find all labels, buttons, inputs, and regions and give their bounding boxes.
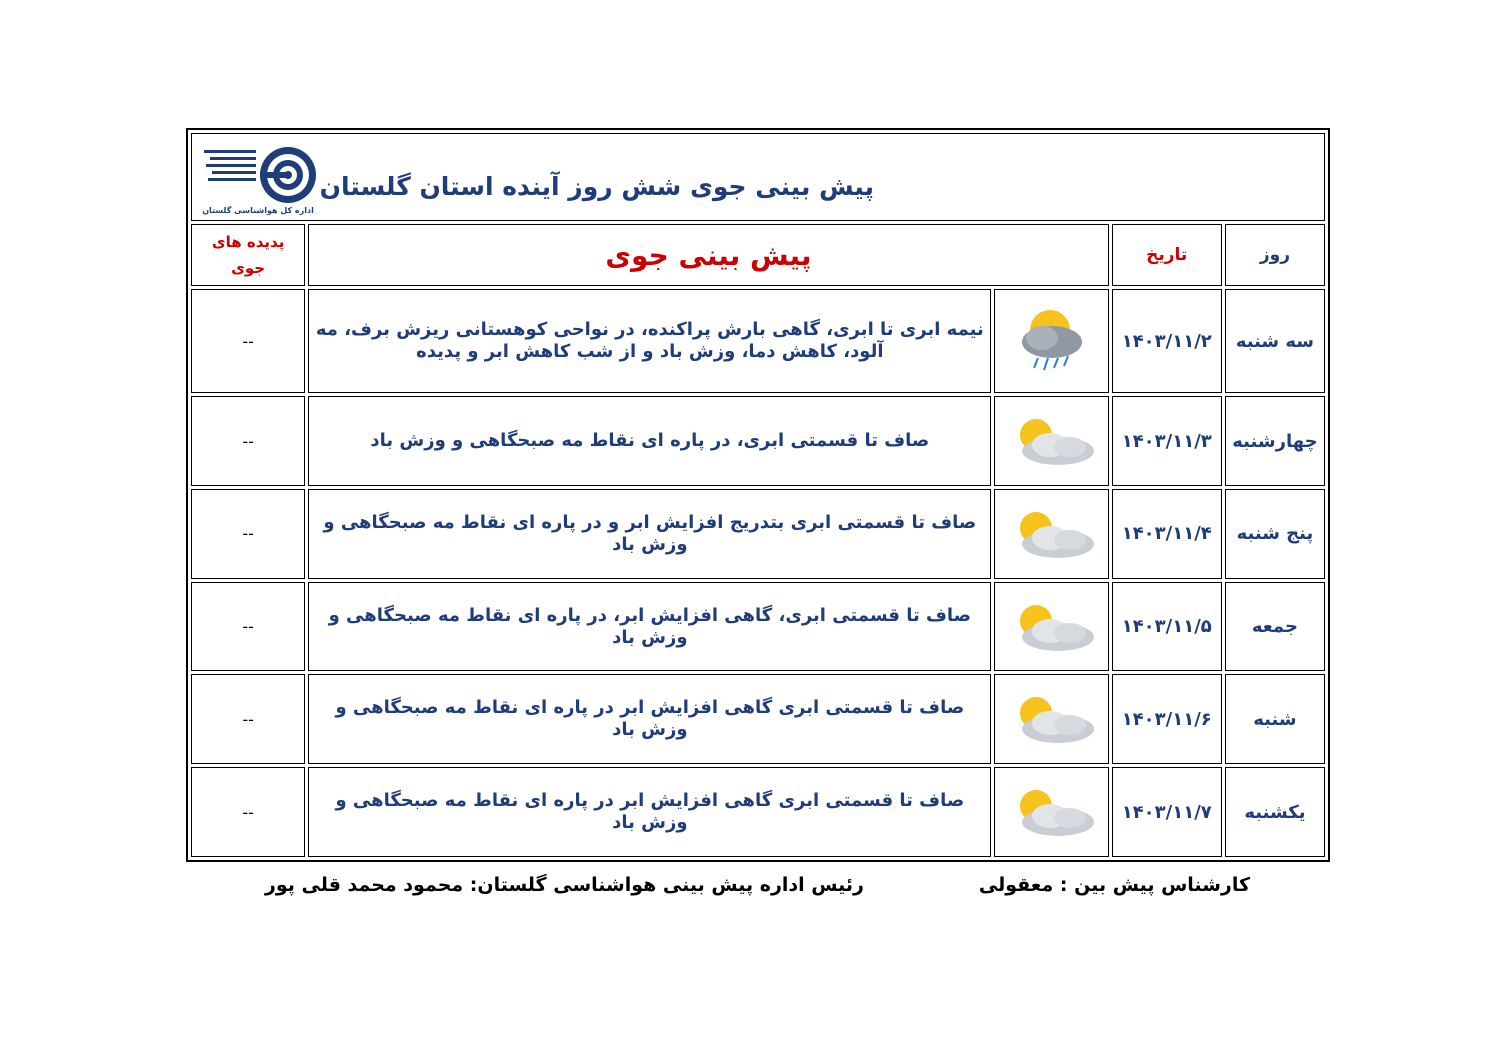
row-phenomena: -- [191,489,305,579]
row-day: یکشنبه [1225,767,1325,857]
partly-cloudy-icon [1004,689,1100,749]
partly-cloudy-icon [1004,411,1100,471]
page-title: پیش بینی جوی شش روز آینده استان گلستان [319,172,874,201]
row-day: جمعه [1225,582,1325,672]
partly-cloudy-icon [1004,597,1100,657]
row-description: نیمه ابری تا ابری، گاهی بارش پراکنده، در نواحی کوهستانی ریزش برف، مه آلود، کاهش دما، وزش باد و از شب کاهش ابر و پدیده [308,289,991,393]
column-header-phenomena-line2: جوی [231,259,266,277]
column-header-forecast: پیش بینی جوی [308,224,1108,286]
table-row [191,289,1325,393]
row-phenomena: -- [191,289,305,393]
row-date: ۱۴۰۳/۱۱/۷ [1112,767,1222,857]
row-date: ۱۴۰۳/۱۱/۵ [1112,582,1222,672]
table-row [191,582,1325,672]
row-phenomena: -- [191,674,305,764]
partly-cloudy-icon [1004,504,1100,564]
column-header-day: روز [1225,224,1325,286]
row-date: ۱۴۰۳/۱۱/۴ [1112,489,1222,579]
title-cell [191,133,1325,221]
row-day: چهارشنبه [1225,396,1325,486]
row-date: ۱۴۰۳/۱۱/۶ [1112,674,1222,764]
row-icon-cell [994,582,1108,672]
row-phenomena: -- [191,582,305,672]
row-icon-cell [994,289,1108,393]
logo-caption: اداره کل هواشناسی گلستان [202,206,314,215]
meteorological-organization-logo-icon [200,142,318,216]
row-icon-cell [994,767,1108,857]
column-header-date: تاریخ [1112,224,1222,286]
cloud-rain-sun-icon [1012,306,1092,376]
footer-forecaster: کارشناس پیش بین : معقولی [978,874,1250,896]
row-day: سه شنبه [1225,289,1325,393]
forecast-frame [186,128,1330,862]
row-description: صاف تا قسمتی ابری، در پاره ای نقاط مه صبحگاهی و وزش باد [308,396,991,486]
partly-cloudy-icon [1004,782,1100,842]
footer-head: رئیس اداره پیش بینی هواشناسی گلستان: محمود محمد قلی پور [264,874,864,896]
row-description: صاف تا قسمتی ابری گاهی افزایش ابر در پاره ای نقاط مه صبحگاهی و وزش باد [308,674,991,764]
table-row [191,396,1325,486]
row-icon-cell [994,489,1108,579]
row-date: ۱۴۰۳/۱۱/۲ [1112,289,1222,393]
table-row [191,489,1325,579]
table-row [191,674,1325,764]
column-header-phenomena-line1: پدیده های [211,233,285,251]
row-description: صاف تا قسمتی ابری، گاهی افزایش ابر، در پاره ای نقاط مه صبحگاهی و وزش باد [308,582,991,672]
row-day: شنبه [1225,674,1325,764]
row-icon-cell [994,674,1108,764]
row-description: صاف تا قسمتی ابری بتدریج افزایش ابر و در پاره ای نقاط مه صبحگاهی و وزش باد [308,489,991,579]
row-date: ۱۴۰۳/۱۱/۳ [1112,396,1222,486]
column-header-phenomena [191,224,305,286]
table-row [191,767,1325,857]
row-description: صاف تا قسمتی ابری گاهی افزایش ابر در پاره ای نقاط مه صبحگاهی و وزش باد [308,767,991,857]
row-day: پنج شنبه [1225,489,1325,579]
row-phenomena: -- [191,396,305,486]
forecast-table [188,130,1328,860]
row-phenomena: -- [191,767,305,857]
row-icon-cell [994,396,1108,486]
